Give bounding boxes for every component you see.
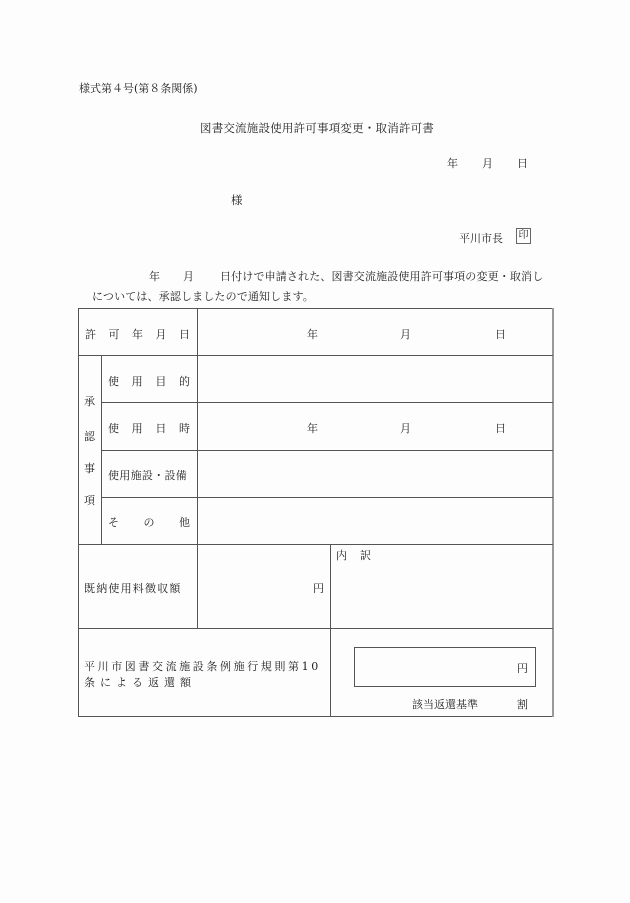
document-title: 図書交流施設使用許可事項変更・取消許可書 xyxy=(200,121,434,135)
issue-date-month: 月 xyxy=(482,157,493,170)
row-divider xyxy=(101,402,553,403)
usage-datetime-day: 日 xyxy=(495,422,506,435)
usage-datetime-label: 使 用 日 時 xyxy=(108,422,190,435)
other-label: そ の 他 xyxy=(108,516,190,529)
form-reference: 様式第４号(第８条関係) xyxy=(79,82,198,95)
permit-date-day: 日 xyxy=(495,328,506,341)
row-divider xyxy=(78,544,553,545)
table-border-top xyxy=(78,308,553,309)
refund-label-line1: 平川市図書交流施設条例施行規則第10 xyxy=(84,660,321,673)
notice-line1: 日付けで申請された、図書交流施設使用許可事項の変更・取消し xyxy=(220,270,544,283)
usage-purpose-field[interactable] xyxy=(199,357,551,401)
refund-standard-label: 該当返還基準 xyxy=(412,698,478,711)
usage-datetime-month: 月 xyxy=(400,422,411,435)
issue-date-day: 日 xyxy=(517,157,528,170)
fee-collected-field[interactable] xyxy=(199,546,329,627)
permit-date-year: 年 xyxy=(307,328,318,341)
refund-label-line2: 条による返還額 xyxy=(84,676,196,689)
permit-date-label: 許 可 年 月 日 xyxy=(85,328,190,341)
group-column-divider xyxy=(101,355,102,544)
facilities-label: 使用施設・設備 xyxy=(108,469,188,482)
refund-amount-field[interactable] xyxy=(354,647,536,687)
table-border-bottom xyxy=(78,716,553,717)
refund-standard-unit: 割 xyxy=(517,698,528,711)
fee-breakdown-field[interactable] xyxy=(332,562,551,626)
table-border-left xyxy=(78,308,79,717)
label-column-divider xyxy=(197,308,198,628)
usage-purpose-label: 使 用 目 的 xyxy=(108,375,190,388)
notice-month: 月 xyxy=(183,270,195,283)
refund-amount-unit: 円 xyxy=(517,662,528,675)
notice-line2: については、承認しましたので通知します。 xyxy=(92,290,314,303)
notice-year: 年 xyxy=(149,270,161,283)
fee-collected-label: 既納使用料徴収額 xyxy=(84,582,182,595)
row-divider xyxy=(78,355,553,356)
fee-breakdown-label: 内 訳 xyxy=(336,549,372,562)
row-divider xyxy=(101,450,553,451)
facilities-field[interactable] xyxy=(199,452,551,496)
seal-stamp-icon: 印 xyxy=(516,228,531,244)
row-divider xyxy=(101,497,553,498)
table-border-right xyxy=(552,308,554,717)
fee-collected-unit: 円 xyxy=(313,582,324,595)
issue-date-year: 年 xyxy=(447,157,458,170)
usage-datetime-year: 年 xyxy=(307,422,318,435)
other-field[interactable] xyxy=(199,499,551,543)
fee-column-divider xyxy=(330,544,331,716)
addressee-honorific: 様 xyxy=(231,193,243,207)
permit-date-month: 月 xyxy=(400,328,411,341)
issuer-name: 平川市長 xyxy=(459,232,503,245)
row-divider xyxy=(78,628,553,629)
